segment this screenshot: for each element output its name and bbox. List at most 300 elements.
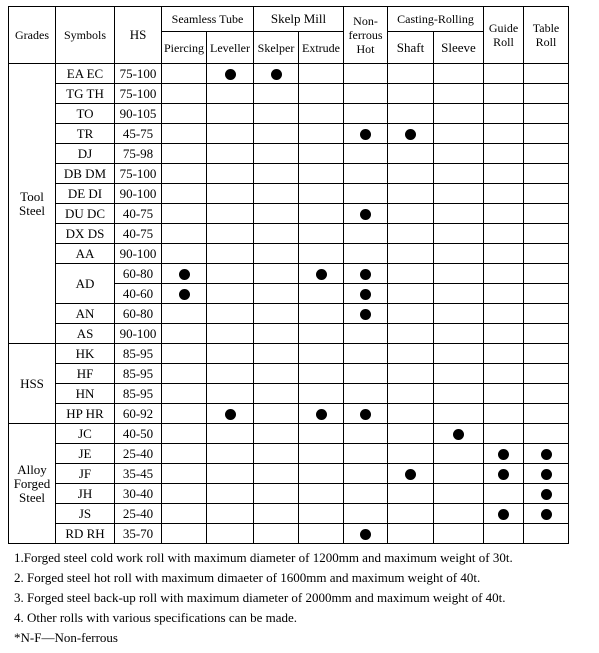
- application-cell: [254, 404, 299, 424]
- application-cell: [207, 504, 254, 524]
- application-cell: [344, 164, 388, 184]
- application-dot-icon: [405, 469, 416, 480]
- table-row: [9, 484, 569, 504]
- shaft-header: Shaft: [388, 32, 434, 64]
- footnotes: [14, 548, 569, 648]
- symbol-cell: DU DC: [56, 204, 115, 224]
- hs-cell: 75-98: [115, 144, 162, 164]
- application-cell: [344, 364, 388, 384]
- application-cell: [484, 524, 524, 544]
- application-cell: [484, 504, 524, 524]
- hs-cell: 75-100: [115, 64, 162, 84]
- application-cell: [299, 304, 344, 324]
- application-cell: [344, 444, 388, 464]
- symbol-cell: TO: [56, 104, 115, 124]
- table-row: [9, 324, 569, 344]
- application-cell: [254, 204, 299, 224]
- symbol-cell: DJ: [56, 144, 115, 164]
- application-cell: [388, 424, 434, 444]
- application-cell: [484, 344, 524, 364]
- application-cell: [484, 124, 524, 144]
- application-cell: [388, 224, 434, 244]
- application-cell: [434, 284, 484, 304]
- application-cell: [299, 504, 344, 524]
- application-cell: [299, 324, 344, 344]
- application-dot-icon: [316, 409, 327, 420]
- application-cell: [524, 144, 569, 164]
- application-cell: [434, 384, 484, 404]
- application-dot-icon: [179, 289, 190, 300]
- application-cell: [524, 484, 569, 504]
- application-cell: [344, 464, 388, 484]
- application-cell: [344, 344, 388, 364]
- application-cell: [254, 464, 299, 484]
- symbol-cell: DE DI: [56, 184, 115, 204]
- hs-cell: 25-40: [115, 444, 162, 464]
- application-cell: [484, 404, 524, 424]
- application-cell: [484, 304, 524, 324]
- symbol-cell: AN: [56, 304, 115, 324]
- symbol-cell: EA EC: [56, 64, 115, 84]
- application-cell: [299, 164, 344, 184]
- application-cell: [524, 304, 569, 324]
- sleeve-header: Sleeve: [434, 32, 484, 64]
- application-dot-icon: [541, 489, 552, 500]
- application-cell: [484, 144, 524, 164]
- application-cell: [524, 264, 569, 284]
- symbol-cell: HN: [56, 384, 115, 404]
- application-cell: [254, 284, 299, 304]
- application-cell: [484, 364, 524, 384]
- application-cell: [484, 184, 524, 204]
- application-cell: [344, 244, 388, 264]
- application-cell: [344, 184, 388, 204]
- application-cell: [207, 124, 254, 144]
- application-cell: [388, 184, 434, 204]
- application-cell: [388, 464, 434, 484]
- application-dot-icon: [541, 509, 552, 520]
- symbol-cell: AA: [56, 244, 115, 264]
- hs-cell: 40-60: [115, 284, 162, 304]
- application-cell: [344, 424, 388, 444]
- application-cell: [299, 264, 344, 284]
- application-cell: [388, 104, 434, 124]
- table-row: [9, 244, 569, 264]
- application-cell: [299, 184, 344, 204]
- table-row: [9, 264, 569, 284]
- hs-cell: 35-70: [115, 524, 162, 544]
- table-row: [9, 104, 569, 124]
- application-cell: [162, 284, 207, 304]
- application-cell: [162, 304, 207, 324]
- table-row: [9, 84, 569, 104]
- symbol-cell: AS: [56, 324, 115, 344]
- casting-rolling-header: Casting-Rolling: [388, 7, 484, 32]
- application-cell: [434, 404, 484, 424]
- application-cell: [299, 444, 344, 464]
- application-cell: [344, 384, 388, 404]
- application-cell: [484, 324, 524, 344]
- application-cell: [388, 444, 434, 464]
- application-dot-icon: [225, 69, 236, 80]
- table-row: [9, 144, 569, 164]
- application-cell: [434, 424, 484, 444]
- application-cell: [524, 244, 569, 264]
- application-cell: [162, 164, 207, 184]
- application-cell: [299, 104, 344, 124]
- application-cell: [299, 384, 344, 404]
- application-cell: [254, 224, 299, 244]
- application-cell: [299, 344, 344, 364]
- application-dot-icon: [541, 449, 552, 460]
- application-cell: [254, 184, 299, 204]
- application-cell: [434, 84, 484, 104]
- application-cell: [254, 504, 299, 524]
- application-cell: [434, 124, 484, 144]
- symbol-cell: TG TH: [56, 84, 115, 104]
- application-cell: [434, 484, 484, 504]
- symbol-cell: JH: [56, 484, 115, 504]
- application-cell: [207, 84, 254, 104]
- application-cell: [484, 284, 524, 304]
- table-row: [9, 524, 569, 544]
- application-cell: [388, 524, 434, 544]
- application-dot-icon: [360, 289, 371, 300]
- application-cell: [207, 244, 254, 264]
- application-cell: [299, 224, 344, 244]
- application-cell: [524, 524, 569, 544]
- application-cell: [207, 264, 254, 284]
- application-cell: [434, 184, 484, 204]
- application-cell: [434, 324, 484, 344]
- roll-specification-sheet: [8, 6, 569, 648]
- application-cell: [207, 464, 254, 484]
- application-dot-icon: [360, 269, 371, 280]
- hs-cell: 90-105: [115, 104, 162, 124]
- table-row: [9, 224, 569, 244]
- application-cell: [254, 64, 299, 84]
- application-cell: [207, 204, 254, 224]
- symbol-cell: HF: [56, 364, 115, 384]
- application-dot-icon: [360, 129, 371, 140]
- symbol-cell: JS: [56, 504, 115, 524]
- application-cell: [434, 444, 484, 464]
- table-row: [9, 444, 569, 464]
- footnote-1: 1.Forged steel cold work roll with maximum diameter of 1200mm and maximum weight of 30t.: [14, 550, 513, 565]
- application-cell: [434, 64, 484, 84]
- hs-cell: 35-45: [115, 464, 162, 484]
- application-cell: [484, 104, 524, 124]
- hs-cell: 85-95: [115, 344, 162, 364]
- application-cell: [344, 64, 388, 84]
- application-cell: [254, 124, 299, 144]
- application-cell: [434, 464, 484, 484]
- application-cell: [524, 364, 569, 384]
- application-cell: [524, 124, 569, 144]
- application-cell: [484, 444, 524, 464]
- grades-header: Grades: [9, 7, 56, 64]
- application-cell: [388, 484, 434, 504]
- application-cell: [344, 484, 388, 504]
- application-cell: [524, 504, 569, 524]
- application-cell: [484, 384, 524, 404]
- application-cell: [524, 424, 569, 444]
- application-cell: [299, 244, 344, 264]
- application-cell: [299, 124, 344, 144]
- application-cell: [524, 164, 569, 184]
- application-cell: [344, 204, 388, 224]
- application-cell: [254, 384, 299, 404]
- application-cell: [344, 524, 388, 544]
- application-cell: [524, 404, 569, 424]
- table-roll-header: Table Roll: [524, 7, 569, 64]
- table-row: [9, 204, 569, 224]
- application-cell: [388, 364, 434, 384]
- application-cell: [388, 144, 434, 164]
- application-cell: [434, 304, 484, 324]
- application-cell: [162, 444, 207, 464]
- hs-cell: 85-95: [115, 364, 162, 384]
- application-cell: [434, 344, 484, 364]
- application-cell: [388, 84, 434, 104]
- application-cell: [207, 384, 254, 404]
- grade-cell: HSS: [9, 344, 56, 424]
- hs-cell: 90-100: [115, 184, 162, 204]
- application-cell: [484, 244, 524, 264]
- symbol-cell: JE: [56, 444, 115, 464]
- application-cell: [162, 404, 207, 424]
- hs-cell: 40-75: [115, 224, 162, 244]
- application-cell: [254, 144, 299, 164]
- application-cell: [207, 344, 254, 364]
- table-row: [9, 364, 569, 384]
- application-dot-icon: [541, 469, 552, 480]
- application-cell: [162, 324, 207, 344]
- application-cell: [524, 344, 569, 364]
- application-cell: [388, 304, 434, 324]
- symbol-cell: HP HR: [56, 404, 115, 424]
- table-row: [9, 424, 569, 444]
- application-dot-icon: [316, 269, 327, 280]
- footnote-3: 3. Forged steel back-up roll with maximum diameter of 2000mm and maximum weight of 40t.: [14, 590, 506, 605]
- application-cell: [207, 404, 254, 424]
- application-cell: [344, 104, 388, 124]
- skelper-header: Skelper: [254, 32, 299, 64]
- symbol-cell: HK: [56, 344, 115, 364]
- application-cell: [524, 64, 569, 84]
- application-cell: [299, 144, 344, 164]
- application-cell: [388, 264, 434, 284]
- application-dot-icon: [498, 449, 509, 460]
- application-cell: [344, 264, 388, 284]
- grade-cell: Tool Steel: [9, 64, 56, 344]
- application-cell: [254, 424, 299, 444]
- application-cell: [254, 84, 299, 104]
- application-cell: [299, 404, 344, 424]
- application-cell: [388, 64, 434, 84]
- table-row: [9, 184, 569, 204]
- application-cell: [162, 384, 207, 404]
- application-cell: [344, 284, 388, 304]
- footnote-abbreviation: *N-F—Non-ferrous: [14, 630, 118, 645]
- hs-cell: 90-100: [115, 244, 162, 264]
- table-row: [9, 64, 569, 84]
- hs-cell: 25-40: [115, 504, 162, 524]
- application-cell: [388, 204, 434, 224]
- application-cell: [207, 224, 254, 244]
- hs-cell: 30-40: [115, 484, 162, 504]
- hs-cell: 75-100: [115, 164, 162, 184]
- application-cell: [299, 84, 344, 104]
- application-cell: [484, 264, 524, 284]
- hs-cell: 85-95: [115, 384, 162, 404]
- application-cell: [434, 264, 484, 284]
- application-cell: [484, 164, 524, 184]
- symbol-cell: JF: [56, 464, 115, 484]
- application-cell: [388, 324, 434, 344]
- application-cell: [299, 424, 344, 444]
- application-cell: [207, 484, 254, 504]
- roll-specification-table: [8, 6, 569, 544]
- application-dot-icon: [360, 309, 371, 320]
- application-cell: [388, 284, 434, 304]
- application-dot-icon: [405, 129, 416, 140]
- seamless-tube-header: Seamless Tube: [162, 7, 254, 32]
- application-cell: [524, 204, 569, 224]
- application-cell: [254, 344, 299, 364]
- application-cell: [207, 164, 254, 184]
- application-cell: [162, 364, 207, 384]
- application-cell: [162, 84, 207, 104]
- application-cell: [388, 244, 434, 264]
- application-cell: [207, 424, 254, 444]
- application-cell: [388, 504, 434, 524]
- application-cell: [162, 204, 207, 224]
- application-cell: [388, 404, 434, 424]
- hs-cell: 60-80: [115, 304, 162, 324]
- application-cell: [162, 64, 207, 84]
- symbol-cell: JC: [56, 424, 115, 444]
- application-cell: [162, 504, 207, 524]
- table-row: [9, 124, 569, 144]
- application-cell: [524, 224, 569, 244]
- application-cell: [484, 64, 524, 84]
- application-cell: [207, 284, 254, 304]
- table-body: [9, 64, 569, 544]
- application-cell: [388, 344, 434, 364]
- application-cell: [484, 84, 524, 104]
- application-cell: [524, 464, 569, 484]
- table-row: [9, 464, 569, 484]
- application-dot-icon: [225, 409, 236, 420]
- application-cell: [434, 144, 484, 164]
- application-cell: [207, 524, 254, 544]
- application-cell: [434, 104, 484, 124]
- application-cell: [388, 124, 434, 144]
- piercing-header: Piercing: [162, 32, 207, 64]
- application-cell: [484, 464, 524, 484]
- hs-cell: 60-92: [115, 404, 162, 424]
- application-cell: [344, 144, 388, 164]
- application-cell: [484, 484, 524, 504]
- table-row: [9, 304, 569, 324]
- application-cell: [162, 104, 207, 124]
- application-dot-icon: [360, 209, 371, 220]
- application-cell: [207, 64, 254, 84]
- application-cell: [207, 304, 254, 324]
- application-cell: [254, 324, 299, 344]
- application-cell: [434, 244, 484, 264]
- application-cell: [434, 524, 484, 544]
- application-cell: [162, 464, 207, 484]
- application-cell: [207, 184, 254, 204]
- application-cell: [434, 164, 484, 184]
- application-dot-icon: [179, 269, 190, 280]
- application-cell: [388, 384, 434, 404]
- application-cell: [344, 224, 388, 244]
- application-cell: [254, 304, 299, 324]
- application-cell: [434, 504, 484, 524]
- application-dot-icon: [498, 469, 509, 480]
- skelp-mill-header: Skelp Mill: [254, 7, 344, 32]
- application-cell: [162, 224, 207, 244]
- application-cell: [254, 444, 299, 464]
- table-row: [9, 344, 569, 364]
- application-cell: [524, 384, 569, 404]
- application-cell: [254, 264, 299, 284]
- application-cell: [344, 304, 388, 324]
- application-cell: [344, 404, 388, 424]
- application-cell: [254, 104, 299, 124]
- symbol-cell: TR: [56, 124, 115, 144]
- application-cell: [162, 264, 207, 284]
- application-cell: [434, 364, 484, 384]
- table-row: [9, 164, 569, 184]
- symbol-cell: AD: [56, 264, 115, 304]
- application-cell: [344, 504, 388, 524]
- application-dot-icon: [453, 429, 464, 440]
- non-ferrous-hot-header: Non-ferrous Hot: [344, 7, 388, 64]
- application-cell: [524, 184, 569, 204]
- symbol-cell: DX DS: [56, 224, 115, 244]
- application-cell: [344, 124, 388, 144]
- application-cell: [254, 244, 299, 264]
- application-cell: [162, 484, 207, 504]
- application-cell: [484, 424, 524, 444]
- application-cell: [299, 64, 344, 84]
- footnote-4: 4. Other rolls with various specifications can be made.: [14, 610, 298, 625]
- hs-header: HS: [115, 7, 162, 64]
- application-dot-icon: [360, 529, 371, 540]
- application-cell: [254, 164, 299, 184]
- application-cell: [299, 524, 344, 544]
- application-cell: [162, 244, 207, 264]
- application-cell: [207, 144, 254, 164]
- application-cell: [162, 344, 207, 364]
- application-cell: [254, 524, 299, 544]
- application-cell: [484, 224, 524, 244]
- application-cell: [524, 84, 569, 104]
- footnote-2: 2. Forged steel hot roll with maximum dimaeter of 1600mm and maximum weight of 40t.: [14, 570, 481, 585]
- application-cell: [162, 524, 207, 544]
- hs-cell: 40-50: [115, 424, 162, 444]
- application-cell: [162, 144, 207, 164]
- application-cell: [299, 464, 344, 484]
- application-cell: [524, 324, 569, 344]
- guide-roll-header: Guide Roll: [484, 7, 524, 64]
- application-dot-icon: [271, 69, 282, 80]
- application-cell: [207, 104, 254, 124]
